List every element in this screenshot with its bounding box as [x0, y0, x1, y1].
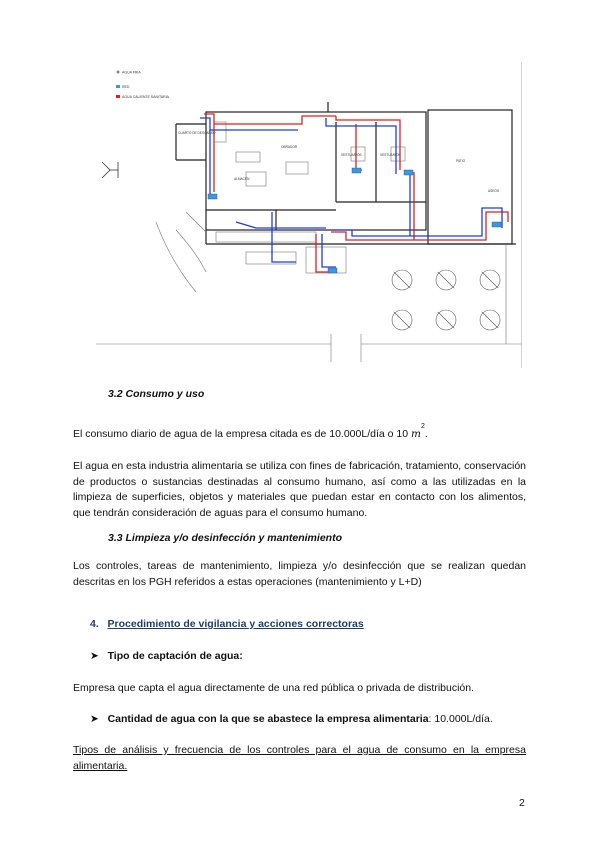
consumption-statement: [73, 423, 428, 444]
water-fixtures: [208, 168, 501, 273]
room-label: ALMACÉN: [234, 177, 250, 181]
section-4-number: 4.: [90, 618, 99, 630]
maintenance-paragraph: Los controles, tareas de mantenimiento, limpieza y/o desinfección que se realizan quedan descritas en los PGH referidos a estas operaciones (mantenimiento y L+D): [73, 560, 526, 588]
legend-item: AGUA CALIENTE SANITARIA: [122, 95, 170, 99]
terrace-tables: [392, 270, 500, 330]
section-3-2-title: 3.2 Consumo y uso: [108, 388, 205, 400]
page-number: 2: [519, 797, 525, 809]
bullet-water-quantity: [90, 713, 493, 725]
plan-legend: [116, 71, 170, 100]
consumption-text: El consumo diario de agua de la empresa citada es de 10.000L/día o 10: [73, 428, 409, 440]
bullet-water-source: [90, 650, 243, 662]
arrow-bullet-icon: ➤: [90, 713, 99, 725]
section-3-3-title: 3.3 Limpieza y/o desinfección y mantenimiento: [108, 532, 342, 544]
usage-paragraph: El agua en esta industria alimentaria se utiliza con fines de fabricación, tratamiento, conservación de productos o sustancias destinadas al consumo humano, así como a las utilizadas en la limpieza de superficies, objetos y materiales que puedan estar en contacto con los alimentos, que tendrán consideración de aguas para el consumo humano.: [73, 460, 526, 519]
bullet-water-quantity-label: Cantidad de agua con la que se abastece la empresa alimentaria: [107, 713, 429, 725]
room-label: VESTUARIOS: [341, 153, 362, 157]
legend-item: RED: [122, 85, 130, 89]
consumption-period: .: [424, 428, 428, 440]
legend-marker-icon: [116, 85, 120, 88]
room-label: OBRADOR: [281, 145, 298, 149]
consumption-exponent: 2: [420, 423, 425, 430]
building-walls: [176, 102, 516, 244]
room-label: CUARTO DE DESCANSO: [178, 131, 216, 135]
analysis-title: Tipos de análisis y frecuencia de los controles para el agua de consumo en la empresa alimentaria.: [73, 744, 526, 772]
section-4-title: Procedimiento de vigilancia y acciones correctoras: [107, 618, 364, 630]
bullet-water-source-label: Tipo de captación de agua:: [107, 650, 243, 662]
legend-item: AGUA FRÍA: [122, 70, 141, 75]
section-4-heading: [90, 618, 364, 630]
consumption-unit: m: [410, 428, 421, 440]
bullet-water-quantity-value: : 10.000L/día.: [428, 713, 493, 725]
entrance-arrow-icon: [102, 162, 118, 178]
interior-details: [96, 62, 522, 368]
room-label: ASEOS: [488, 189, 499, 193]
room-label: PATIO: [456, 159, 466, 163]
cold-water-pipes: [200, 118, 502, 267]
floor-plan-diagram: [96, 62, 522, 368]
room-label: VESTUARIOS: [380, 153, 401, 157]
hot-water-pipes: [204, 114, 508, 272]
arrow-bullet-icon: ➤: [90, 650, 99, 662]
legend-marker-icon: [116, 95, 120, 98]
legend-marker-icon: [117, 71, 120, 74]
water-source-text: Empresa que capta el agua directamente de una red pública o privada de distribución.: [73, 682, 475, 694]
